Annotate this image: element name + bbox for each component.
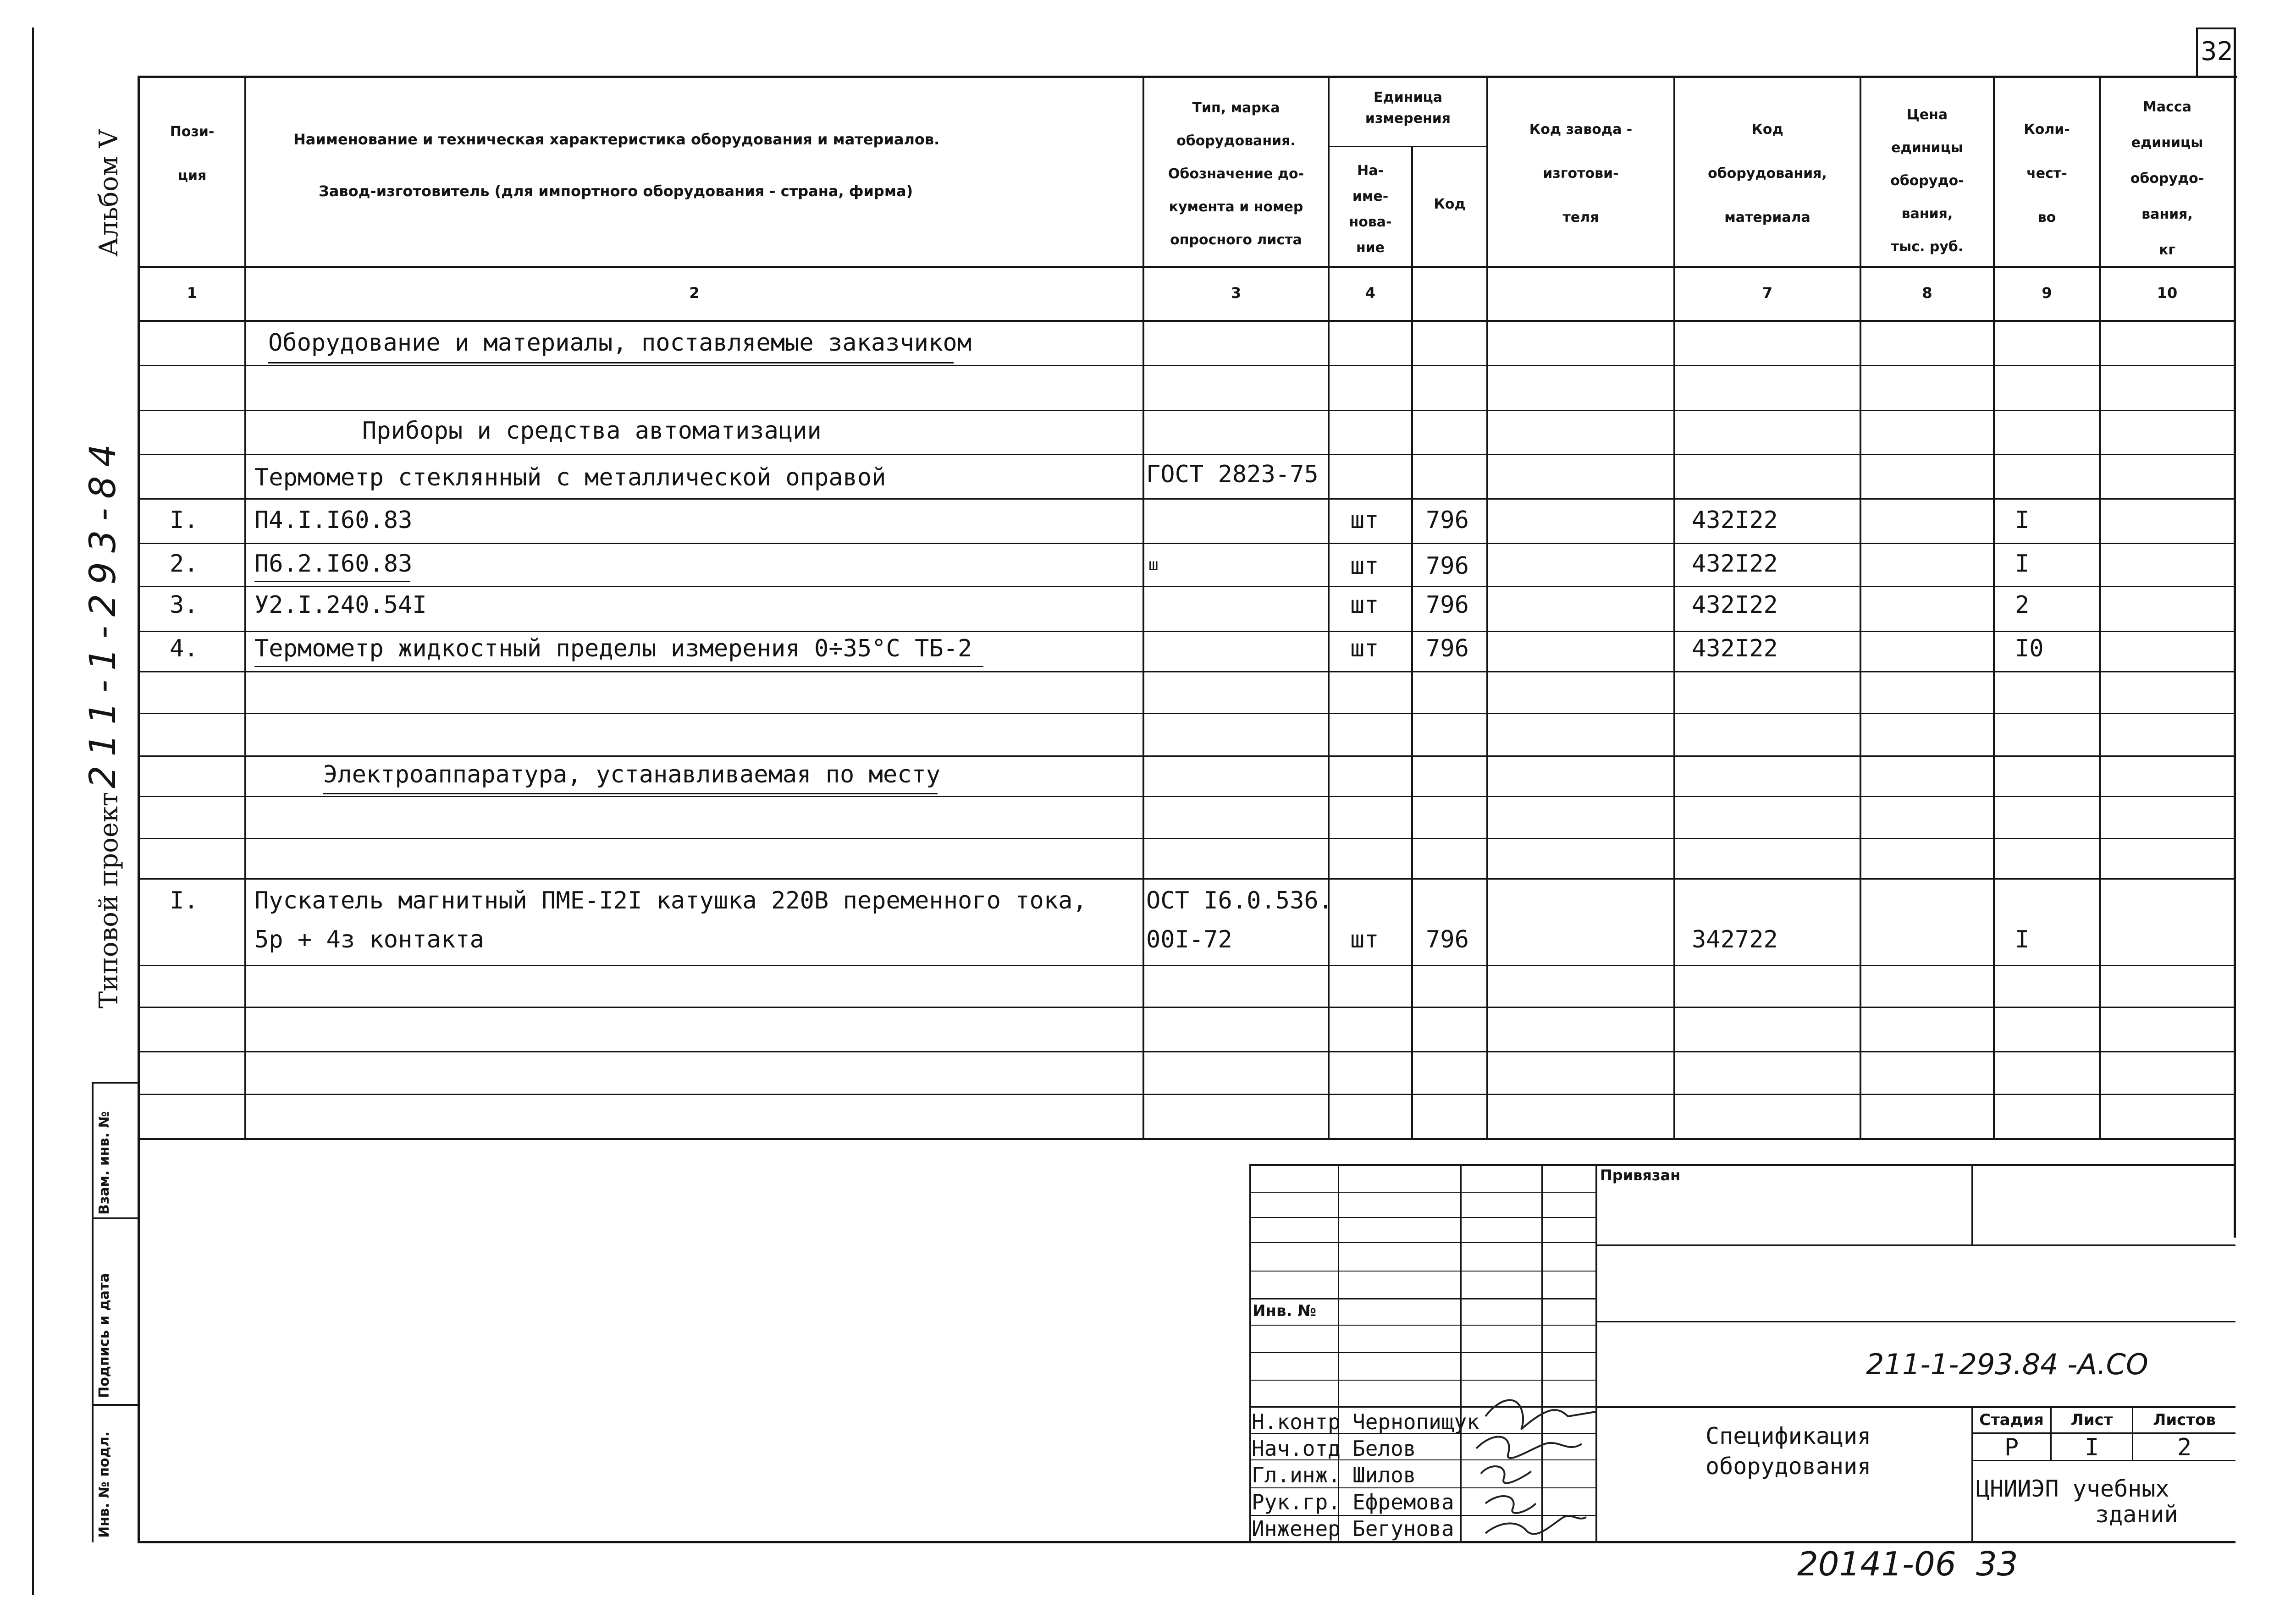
document-name: Спецификация оборудования: [1706, 1423, 1871, 1480]
sheets-label: Листов: [2153, 1411, 2216, 1429]
stamp-label-signature: Подпись и дата: [96, 1273, 112, 1398]
album-label: Альбом V: [94, 129, 124, 257]
header-unit-code: Код: [1434, 196, 1466, 212]
handwritten-inventory-number: 20141-06: [1797, 1545, 1956, 1583]
header-position: Пози- ция: [170, 124, 215, 184]
header-type: Тип, марка оборудования. Обозначение до- кумента и номер опросного листа: [1168, 100, 1304, 248]
sheet-number: 32: [2201, 37, 2234, 66]
header-unit-group: Единица измерения: [1365, 89, 1451, 127]
sheets-value: 2: [2177, 1434, 2192, 1461]
header-quantity: Коли- чест- во: [2024, 121, 2070, 226]
document-code: 211-1-293.84 -А.СО: [1866, 1348, 2148, 1381]
handwritten-sheet-number: 33: [1976, 1545, 2018, 1583]
project-code: 211-1-293-84: [83, 435, 124, 788]
sheet-label: Лист: [2070, 1411, 2113, 1429]
stage-label: Стадия: [1979, 1411, 2044, 1429]
header-unit-name: На- име- нова- ние: [1349, 163, 1392, 256]
stamp-label-inv: Инв. № подл.: [96, 1431, 112, 1538]
organization: ЦНИИЭП учебных зданий: [1976, 1475, 2178, 1528]
privyazan-label: Привязан: [1600, 1167, 1681, 1184]
sheet-value: I: [2084, 1434, 2099, 1461]
stage-value: Р: [2004, 1434, 2019, 1461]
stamp-label-replace: Взам. инв. №: [96, 1111, 112, 1215]
header-name: Наименование и техническая характеристика оборудования и материалов. Завод-изготовитель (для импортного оборудования - страна, фирма): [293, 131, 940, 200]
project-label: Типовой проект: [94, 792, 124, 1008]
inv-no-label: Инв. №: [1253, 1302, 1317, 1320]
header-mass: Масса единицы оборудо- вания, кг: [2130, 99, 2204, 258]
header-price: Цена единицы оборудо- вания, тыс. руб.: [1890, 107, 1964, 255]
header-factory-code: Код завода - изготови- теля: [1529, 121, 1633, 226]
header-equipment-code: Код оборудования, материала: [1708, 121, 1827, 226]
handwritten-signatures: [1458, 1380, 1614, 1545]
